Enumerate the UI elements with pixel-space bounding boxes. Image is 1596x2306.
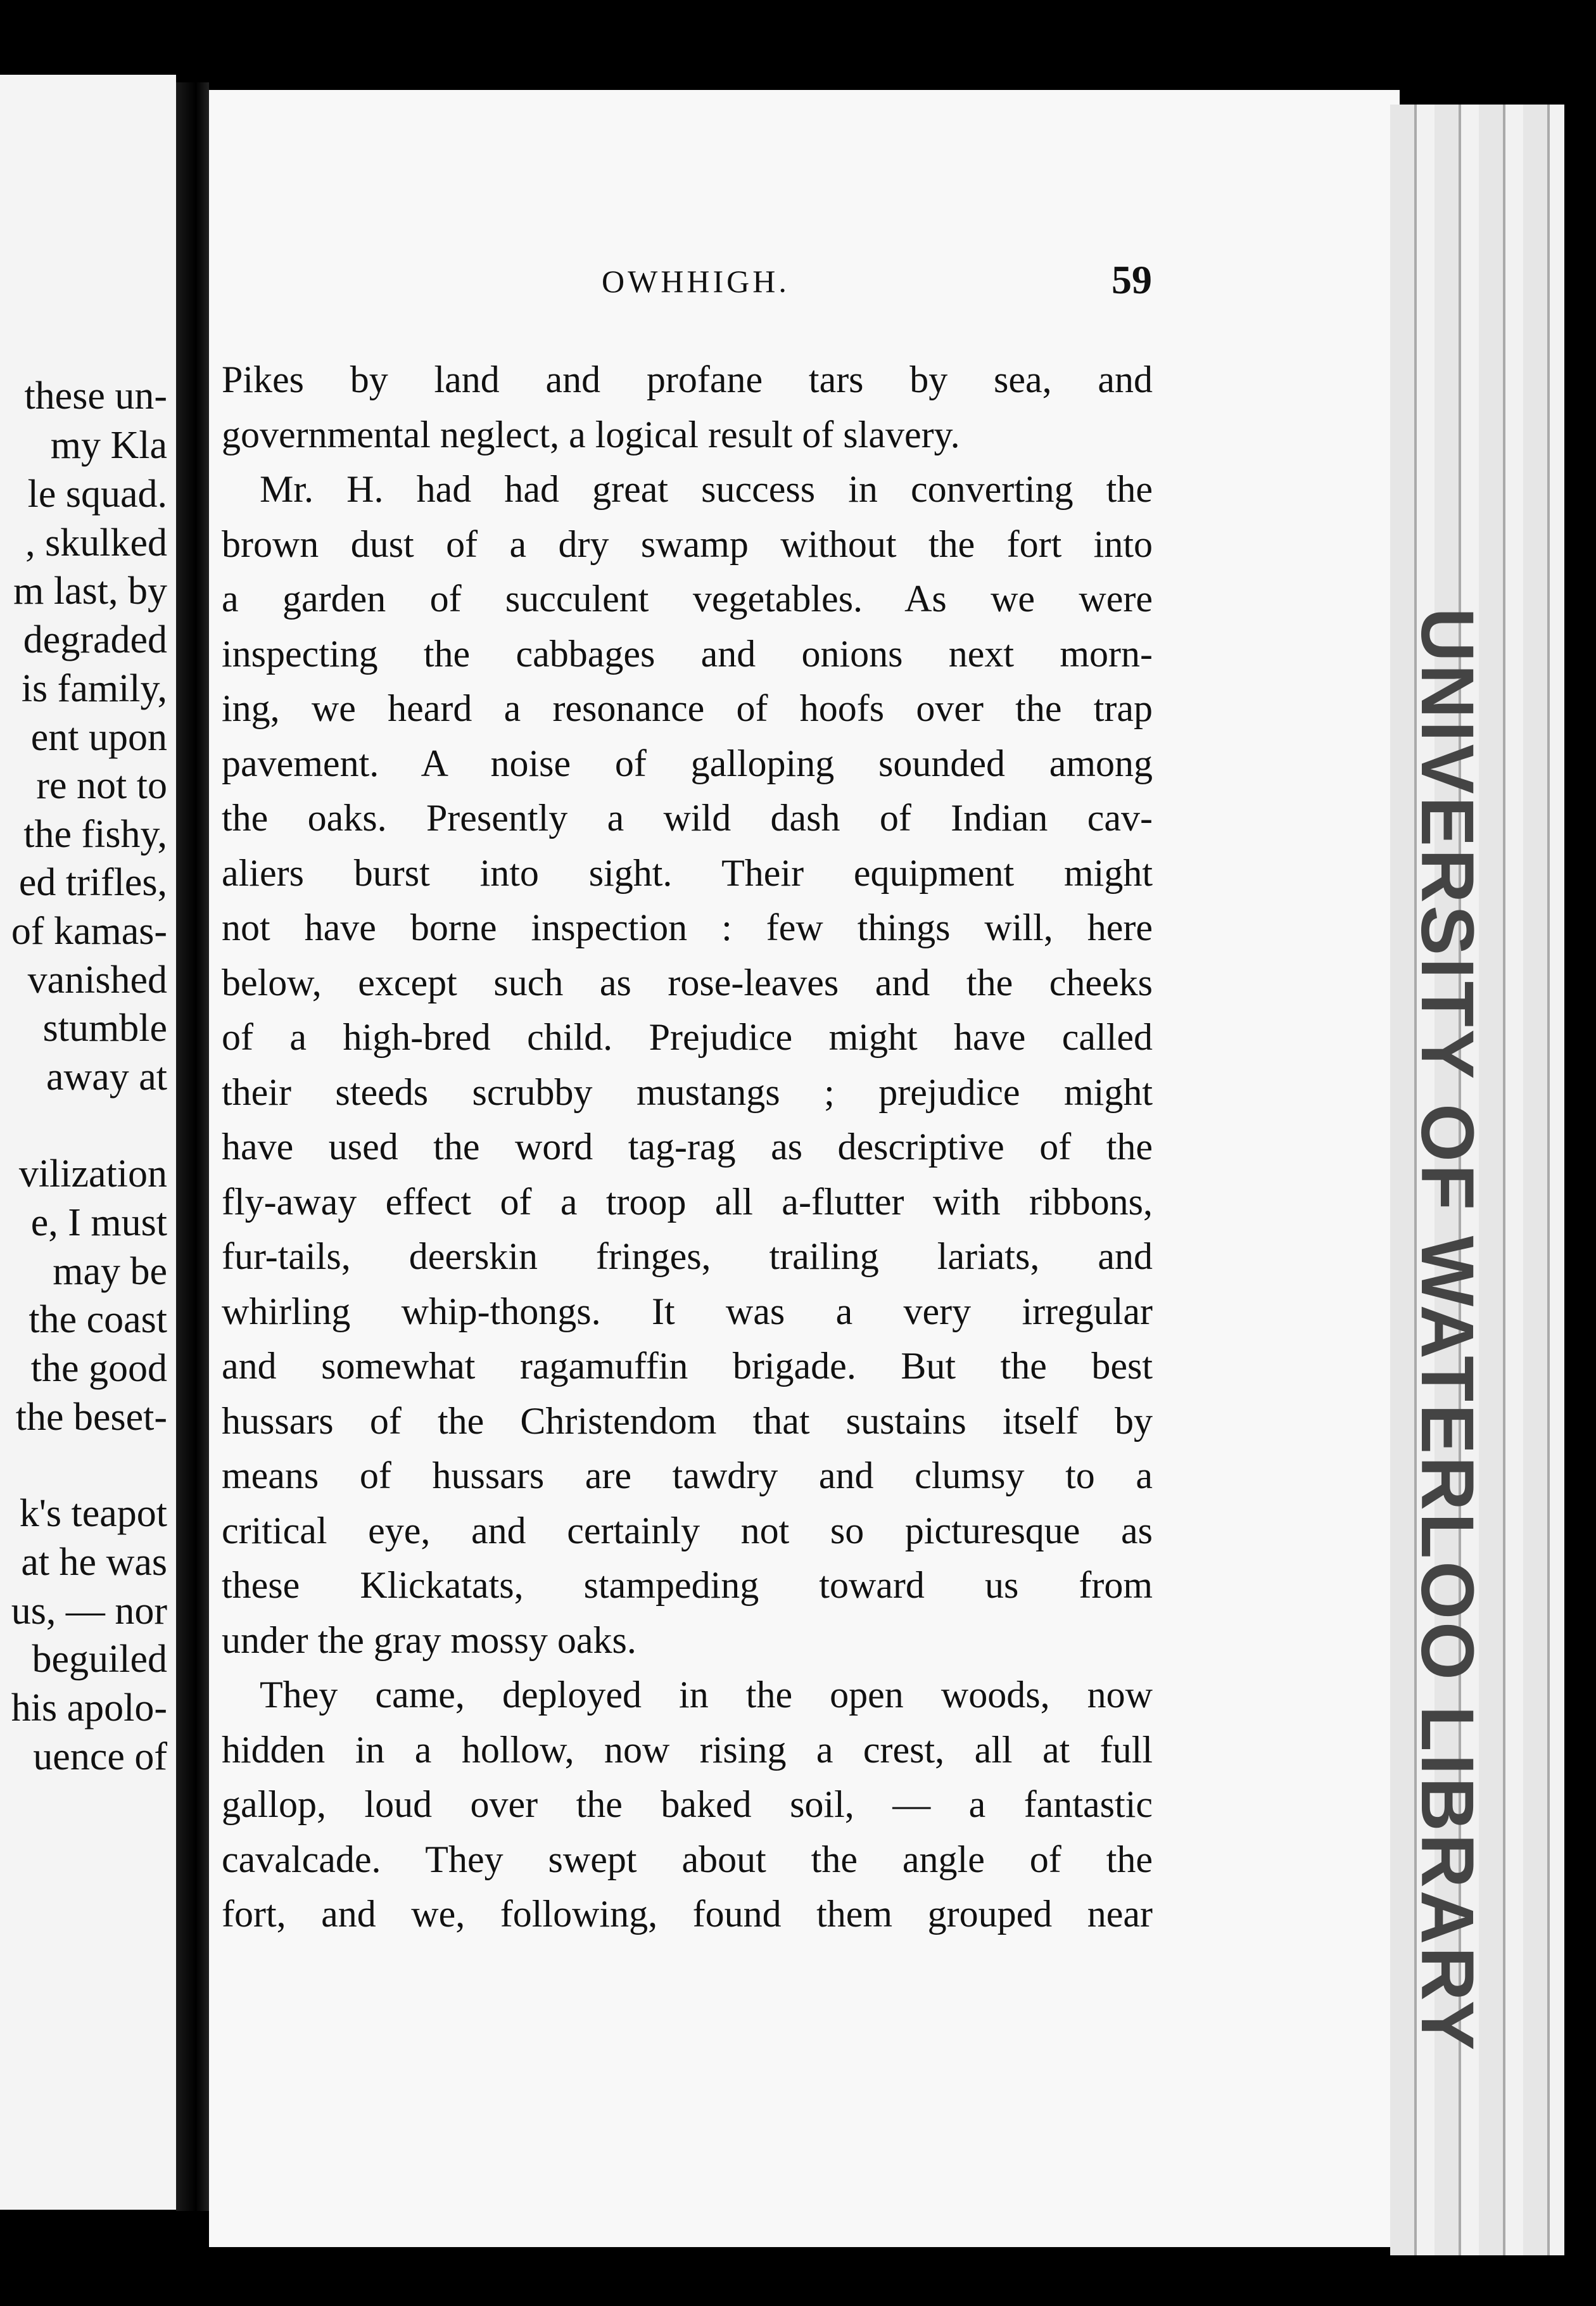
left-page-line: beguiled bbox=[32, 1638, 167, 1681]
left-page-line: ent upon bbox=[30, 716, 167, 759]
text-line: whirling whip-thongs. It was a very irregular bbox=[222, 1290, 1153, 1332]
left-page-line: vanished bbox=[27, 959, 167, 1002]
text-line: have used the word tag-rag as descriptive of the bbox=[222, 1126, 1153, 1168]
text-line: fly-away effect of a troop all a-flutter with ribbons, bbox=[222, 1180, 1153, 1223]
text-line: pavement. A noise of galloping sounded among bbox=[222, 742, 1153, 784]
text-line: inspecting the cabbages and onions next morn- bbox=[222, 632, 1153, 675]
left-page-line: , skulked bbox=[25, 521, 167, 564]
left-page-line: uence of bbox=[33, 1735, 167, 1778]
left-page-line: is family, bbox=[21, 667, 167, 710]
text-line: the oaks. Presently a wild dash of Indian cav- bbox=[222, 797, 1153, 839]
library-stamp-text: UNIVERSITY OF WATERLOO LIBRARY bbox=[1405, 608, 1489, 2053]
text-line: their steeds scrubby mustangs ; prejudice might bbox=[222, 1071, 1153, 1113]
left-page-line: stumble bbox=[42, 1007, 167, 1050]
left-page-line: us, — nor bbox=[11, 1589, 167, 1633]
text-line: brown dust of a dry swamp without the fort into bbox=[222, 523, 1153, 565]
text-line: critical eye, and certainly not so picturesque as bbox=[222, 1509, 1153, 1551]
left-page-line: le squad. bbox=[27, 473, 167, 516]
left-page-line: may be bbox=[53, 1250, 167, 1293]
text-line: They came, deployed in the open woods, now bbox=[260, 1674, 1153, 1716]
left-page bbox=[0, 75, 176, 2210]
left-page-line: the coast bbox=[28, 1298, 167, 1341]
text-line: of a high-bred child. Prejudice might have called bbox=[222, 1016, 1153, 1058]
text-line: gallop, loud over the baked soil, — a fantastic bbox=[222, 1783, 1153, 1825]
text-line: governmental neglect, a logical result of slavery. bbox=[222, 413, 960, 455]
text-line: aliers burst into sight. Their equipment might bbox=[222, 851, 1153, 894]
left-page-line: re not to bbox=[36, 764, 167, 807]
text-line: below, except such as rose-leaves and the cheeks bbox=[222, 961, 1153, 1003]
left-page-line: the fishy, bbox=[23, 813, 167, 856]
left-page-line: away at bbox=[46, 1055, 167, 1099]
left-page-line: my Kla bbox=[50, 424, 167, 467]
page-number: 59 bbox=[1112, 257, 1152, 302]
left-page-line: e, I must bbox=[30, 1201, 167, 1244]
left-page-line: his apolo- bbox=[11, 1686, 167, 1730]
library-stamp bbox=[1405, 608, 1489, 2053]
running-head: OWHHIGH. bbox=[602, 264, 790, 299]
text-line: not have borne inspection : few things will, here bbox=[222, 907, 1153, 948]
left-page-line: degraded bbox=[23, 618, 167, 661]
left-page-line: the good bbox=[30, 1347, 167, 1390]
text-line: under the gray mossy oaks. bbox=[222, 1619, 636, 1661]
text-line: a garden of succulent vegetables. As we were bbox=[222, 578, 1153, 620]
text-line: fur-tails, deerskin fringes, trailing lariats, and bbox=[222, 1235, 1153, 1277]
text-line: means of hussars are tawdry and clumsy to a bbox=[222, 1455, 1153, 1496]
text-line: Mr. H. had had great success in converting the bbox=[260, 468, 1153, 510]
text-line: ing, we heard a resonance of hoofs over the trap bbox=[222, 687, 1153, 729]
left-page-line: ed trifles, bbox=[18, 861, 167, 904]
text-line: hussars of the Christendom that sustains itself by bbox=[222, 1399, 1153, 1442]
text-line: cavalcade. They swept about the angle of the bbox=[222, 1838, 1153, 1880]
text-line: Pikes by land and profane tars by sea, and bbox=[222, 359, 1153, 400]
left-page-line: these un- bbox=[24, 374, 167, 417]
book-gutter bbox=[176, 82, 209, 2211]
text-line: hidden in a hollow, now rising a crest, all at full bbox=[222, 1728, 1153, 1771]
left-page-line: of kamas- bbox=[11, 910, 167, 953]
text-line: fort, and we, following, found them grouped near bbox=[222, 1893, 1153, 1935]
left-page-line: vilization bbox=[18, 1152, 167, 1195]
left-page-line: k's teapot bbox=[19, 1492, 167, 1535]
left-page-line: at he was bbox=[21, 1541, 167, 1584]
left-page-line: m last, by bbox=[13, 570, 167, 613]
left-page-line: the beset- bbox=[15, 1396, 167, 1439]
text-line: these Klickatats, stampeding toward us from bbox=[222, 1564, 1153, 1606]
text-line: and somewhat ragamuffin brigade. But the best bbox=[222, 1345, 1153, 1387]
